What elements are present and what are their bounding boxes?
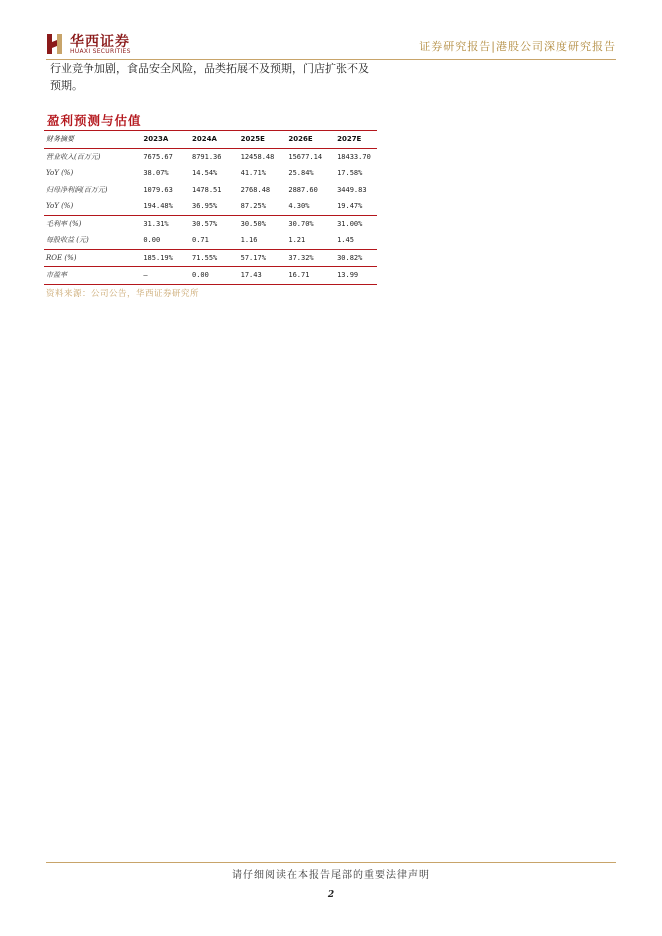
table-cell: 1079.63 <box>143 185 173 194</box>
column-header: 财务摘要 <box>44 131 143 149</box>
table-row <box>44 249 377 267</box>
table-row <box>44 198 377 215</box>
row-label: YoY (%) <box>46 169 74 178</box>
table-row <box>44 267 377 285</box>
table-cell: 57.17% <box>241 249 289 267</box>
table-cell: 30.57% <box>192 215 241 232</box>
table-cell: 31.31% <box>143 215 192 232</box>
table-cell: 37.32% <box>288 249 337 267</box>
column-header: 2025E <box>241 131 289 149</box>
company-logo <box>46 30 166 60</box>
table-row <box>44 232 377 249</box>
column-header: 2026E <box>288 131 337 149</box>
table-row <box>44 182 377 199</box>
page-number: 2 <box>327 890 335 900</box>
table-cell: 2768.48 <box>240 185 271 194</box>
table-cell: 185.19% <box>143 249 192 267</box>
section-title: 盈利预测与估值 <box>47 113 142 128</box>
table-cell: 36.95% <box>191 202 218 211</box>
table-cell: 30.50% <box>241 215 289 232</box>
table-cell: 16.71 <box>288 267 337 285</box>
financial-summary-table <box>44 130 377 285</box>
table-cell: 7675.67 <box>143 152 173 161</box>
table-cell: 0.00 <box>192 267 241 285</box>
table-cell: 38.07% <box>143 169 169 178</box>
huaxi-logo-icon <box>46 32 64 56</box>
footer-divider <box>46 862 616 863</box>
table-cell: 30.82% <box>337 249 377 267</box>
table-header-row <box>44 131 377 149</box>
table-cell: 0.71 <box>191 236 209 245</box>
column-header: 2024A <box>192 131 241 149</box>
table-row <box>44 165 377 182</box>
table-cell: 14.54% <box>191 169 218 178</box>
table-cell: 0.00 <box>143 236 161 245</box>
row-label: ROE (%) <box>44 249 143 267</box>
table-cell: 71.55% <box>192 249 241 267</box>
table-cell: — <box>143 267 192 285</box>
table-cell: 41.71% <box>240 169 266 178</box>
table-cell: 13.99 <box>337 267 377 285</box>
table-cell: 18433.70 <box>337 152 371 161</box>
report-type-label: 证券研究报告|港股公司深度研究报告 <box>419 40 616 53</box>
table-cell: 2887.60 <box>288 185 318 194</box>
table-cell: 1478.51 <box>191 185 222 194</box>
table-row <box>44 215 377 232</box>
column-header: 2023A <box>143 131 192 149</box>
logo-english-name: HUAXI SECURITIES <box>70 48 131 55</box>
table-row <box>44 148 377 165</box>
table-cell: 19.47% <box>337 202 363 211</box>
table-cell: 3449.83 <box>337 185 367 194</box>
row-label: 市盈率 <box>44 267 143 285</box>
row-label: 每股收益 (元) <box>46 236 89 245</box>
table-cell: 15677.14 <box>288 152 323 161</box>
table-cell: 87.25% <box>240 202 266 211</box>
table-cell: 1.16 <box>240 236 258 245</box>
legal-disclaimer: 请仔细阅读在本报告尾部的重要法律声明 <box>232 870 430 881</box>
column-header: 2027E <box>337 131 377 149</box>
table-cell: 12458.48 <box>240 152 275 161</box>
page-header <box>46 30 616 60</box>
table-cell: 1.45 <box>337 236 354 245</box>
risk-paragraph: 行业竞争加剧，食品安全风险，品类拓展不及预期，门店扩张不及预期。 <box>50 62 369 92</box>
row-label: YoY (%) <box>46 202 74 211</box>
table-cell: 8791.36 <box>191 152 222 161</box>
data-source-note: 资料来源：公司公告，华西证券研究所 <box>46 289 200 299</box>
logo-chinese-name: 华西证券 <box>70 34 130 50</box>
table-cell: 4.30% <box>288 202 310 211</box>
table-cell: 17.58% <box>337 169 363 178</box>
table-cell: 17.43 <box>241 267 289 285</box>
table-cell: 1.21 <box>288 236 306 245</box>
table-cell: 25.84% <box>288 169 314 178</box>
table-cell: 31.00% <box>337 215 377 232</box>
table-cell: 194.48% <box>143 202 173 211</box>
table-cell: 30.70% <box>288 215 337 232</box>
row-label: 归母净利润(百万元) <box>46 185 108 194</box>
row-label: 毛利率 (%) <box>44 215 143 232</box>
row-label: 营业收入(百万元) <box>46 152 101 161</box>
